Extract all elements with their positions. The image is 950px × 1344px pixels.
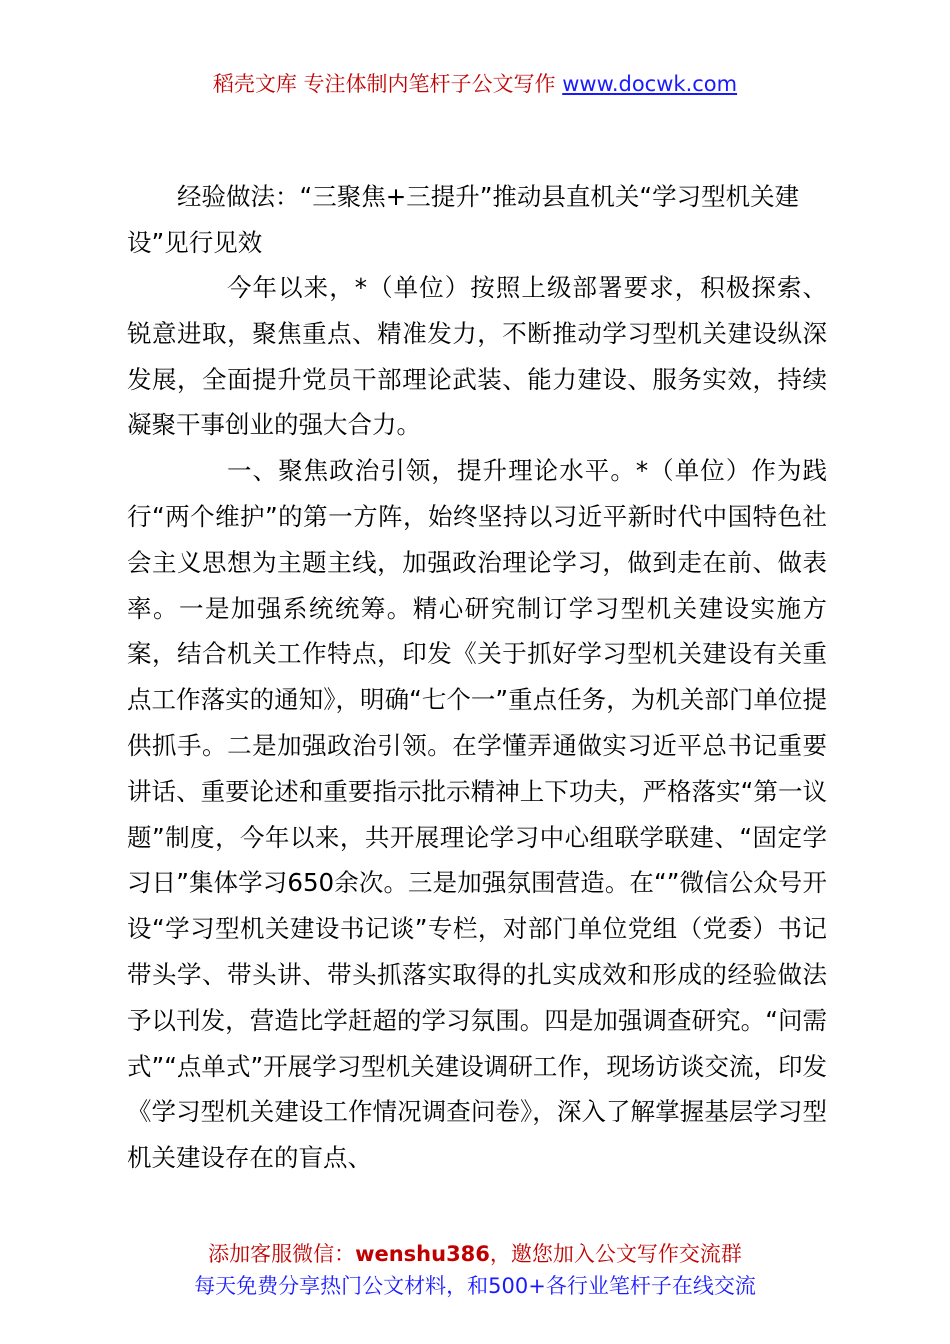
page-header bbox=[0, 68, 950, 100]
paragraph-intro: 今年以来，*（单位）按照上级部署要求，积极探索、锐意进取，聚焦重点、精准发力，不断推动学习型机关建设纵深发展，全面提升党员干部理论武装、能力建设、服务实效，持续凝聚干事创业的强大合力。 bbox=[127, 273, 827, 440]
footer-wechat-id: wenshu386 bbox=[355, 1242, 490, 1266]
footer-wechat-prefix: 添加客服微信： bbox=[208, 1242, 356, 1266]
footer-share-line: 每天免费分享热门公文材料，和500+各行业笔杆子在线交流 bbox=[194, 1274, 756, 1298]
footer-wechat-suffix: ，邀您加入公文写作交流群 bbox=[489, 1242, 742, 1266]
page-footer bbox=[0, 1238, 950, 1302]
header-text: 稻壳文库 专注体制内笔杆子公文写作 bbox=[212, 72, 563, 96]
paragraph-section-one: 一、聚焦政治引领，提升理论水平。*（单位）作为践行“两个维护”的第一方阵，始终坚持以习近平新时代中国特色社会主义思想为主题主线，加强政治理论学习，做到走在前、做表率。一是加强系统统筹。精心研究制订学习型机关建设实施方案，结合机关工作特点，印发《关于抓好学习型机关建设有关重点工作落实的通知》，明确“七个一”重点任务，为机关部门单位提供抓手。二是加强政治引领。在学懂弄通做实习近平总书记重要讲话、重要论述和重要指示批示精神上下功夫，严格落实“第一议题”制度，今年以来，共开展理论学习中心组联学联建、“固定学习日”集体学习650余次。三是加强氛围营造。在“”微信公众号开设“学习型机关建设书记谈”专栏，对部门单位党组（党委）书记带头学、带头讲、带头抓落实取得的扎实成效和形成的经验做法予以刊发，营造比学赶超的学习氛围。四是加强调查研究。“问需式”“点单式”开展学习型机关建设调研工作，现场访谈交流，印发《学习型机关建设工作情况调查问卷》，深入了解掌握基层学习型机关建设存在的盲点、 bbox=[127, 456, 827, 1173]
document-title: 经验做法：“三聚焦+三提升”推动县直机关“学习型机关建设”见行见效 bbox=[127, 182, 800, 257]
document-body bbox=[127, 265, 827, 1181]
footer-wechat-line bbox=[0, 1238, 950, 1270]
website-link[interactable]: www.docwk.com bbox=[562, 72, 738, 96]
